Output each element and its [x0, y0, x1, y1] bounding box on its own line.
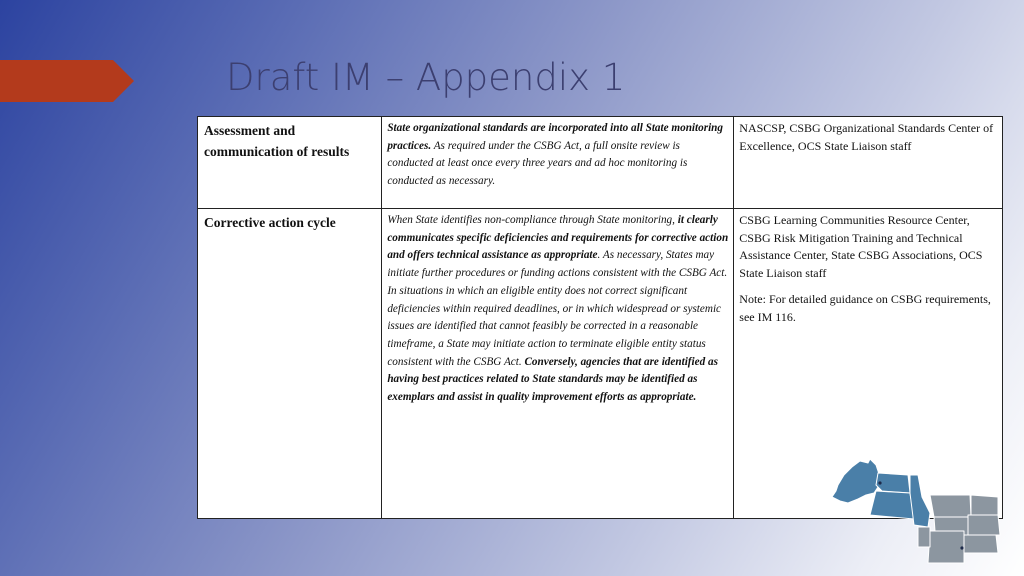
resource-text: NASCSP, CSBG Organizational Standards Center of Excellence, OCS State Liaison staff	[739, 121, 994, 153]
description-segment: State organizational standards are incorporated into all State monitoring practices.	[387, 122, 724, 152]
nebraska-shape	[964, 535, 998, 553]
north-dakota-shape	[971, 495, 998, 515]
capital-dot-icon	[878, 481, 881, 484]
table-row	[198, 117, 1003, 209]
capital-dot-icon	[960, 546, 963, 549]
utah-shape	[918, 527, 930, 547]
description-segment: When State identifies non-compliance through State monitoring,	[387, 214, 678, 226]
row-label-assessment: Assessment and communication of results	[198, 117, 382, 209]
resource-note: Note: For detailed guidance on CSBG requirements, see IM 116.	[739, 292, 991, 324]
description-segment: it clearly communicates specific deficiencies and requirements for corrective action and offers technical assistance as appropriate	[387, 214, 729, 262]
slide-title: Draft IM – Appendix 1	[226, 56, 626, 99]
row-description-corrective-action	[382, 209, 734, 519]
oregon-shape	[870, 491, 914, 519]
row-label-corrective-action: Corrective action cycle	[198, 209, 382, 519]
montana-shape	[930, 495, 971, 517]
description-segment: Conversely, agencies that are identified as having best practices related to State standards may be identified as exemplars and assist in quality improvement efforts as appropriate.	[387, 355, 718, 404]
region-map-icon	[830, 455, 1005, 570]
row-description-assessment	[382, 117, 734, 209]
resource-text: CSBG Learning Communities Resource Center, CSBG Risk Mitigation Training and Technical Assistance Center, State CSBG Associations, OCS State Liaison staff	[739, 213, 983, 280]
colorado-shape	[928, 531, 964, 563]
description-segment: As required under the CSBG Act, a full onsite review is conducted at least once every three years and ad hoc monitoring is conducted as necessary.	[387, 139, 688, 188]
idaho-shape	[910, 475, 930, 527]
south-dakota-shape	[968, 515, 1000, 535]
row-resources-assessment	[734, 117, 1003, 209]
description-segment: . As necessary, States may initiate further procedures or funding actions consistent with the CSBG Act. In situations in which an eligible entity does not correct significant deficiencies within required deadlines, or in which widespread or systemic issues are identified that cannot feasibly be corrected in a reasonable timeframe, a State may initiate action to terminate eligible entity status consistent with the CSBG Act.	[387, 249, 728, 368]
accent-arrow-shape	[0, 60, 134, 102]
alaska-shape	[832, 459, 880, 503]
